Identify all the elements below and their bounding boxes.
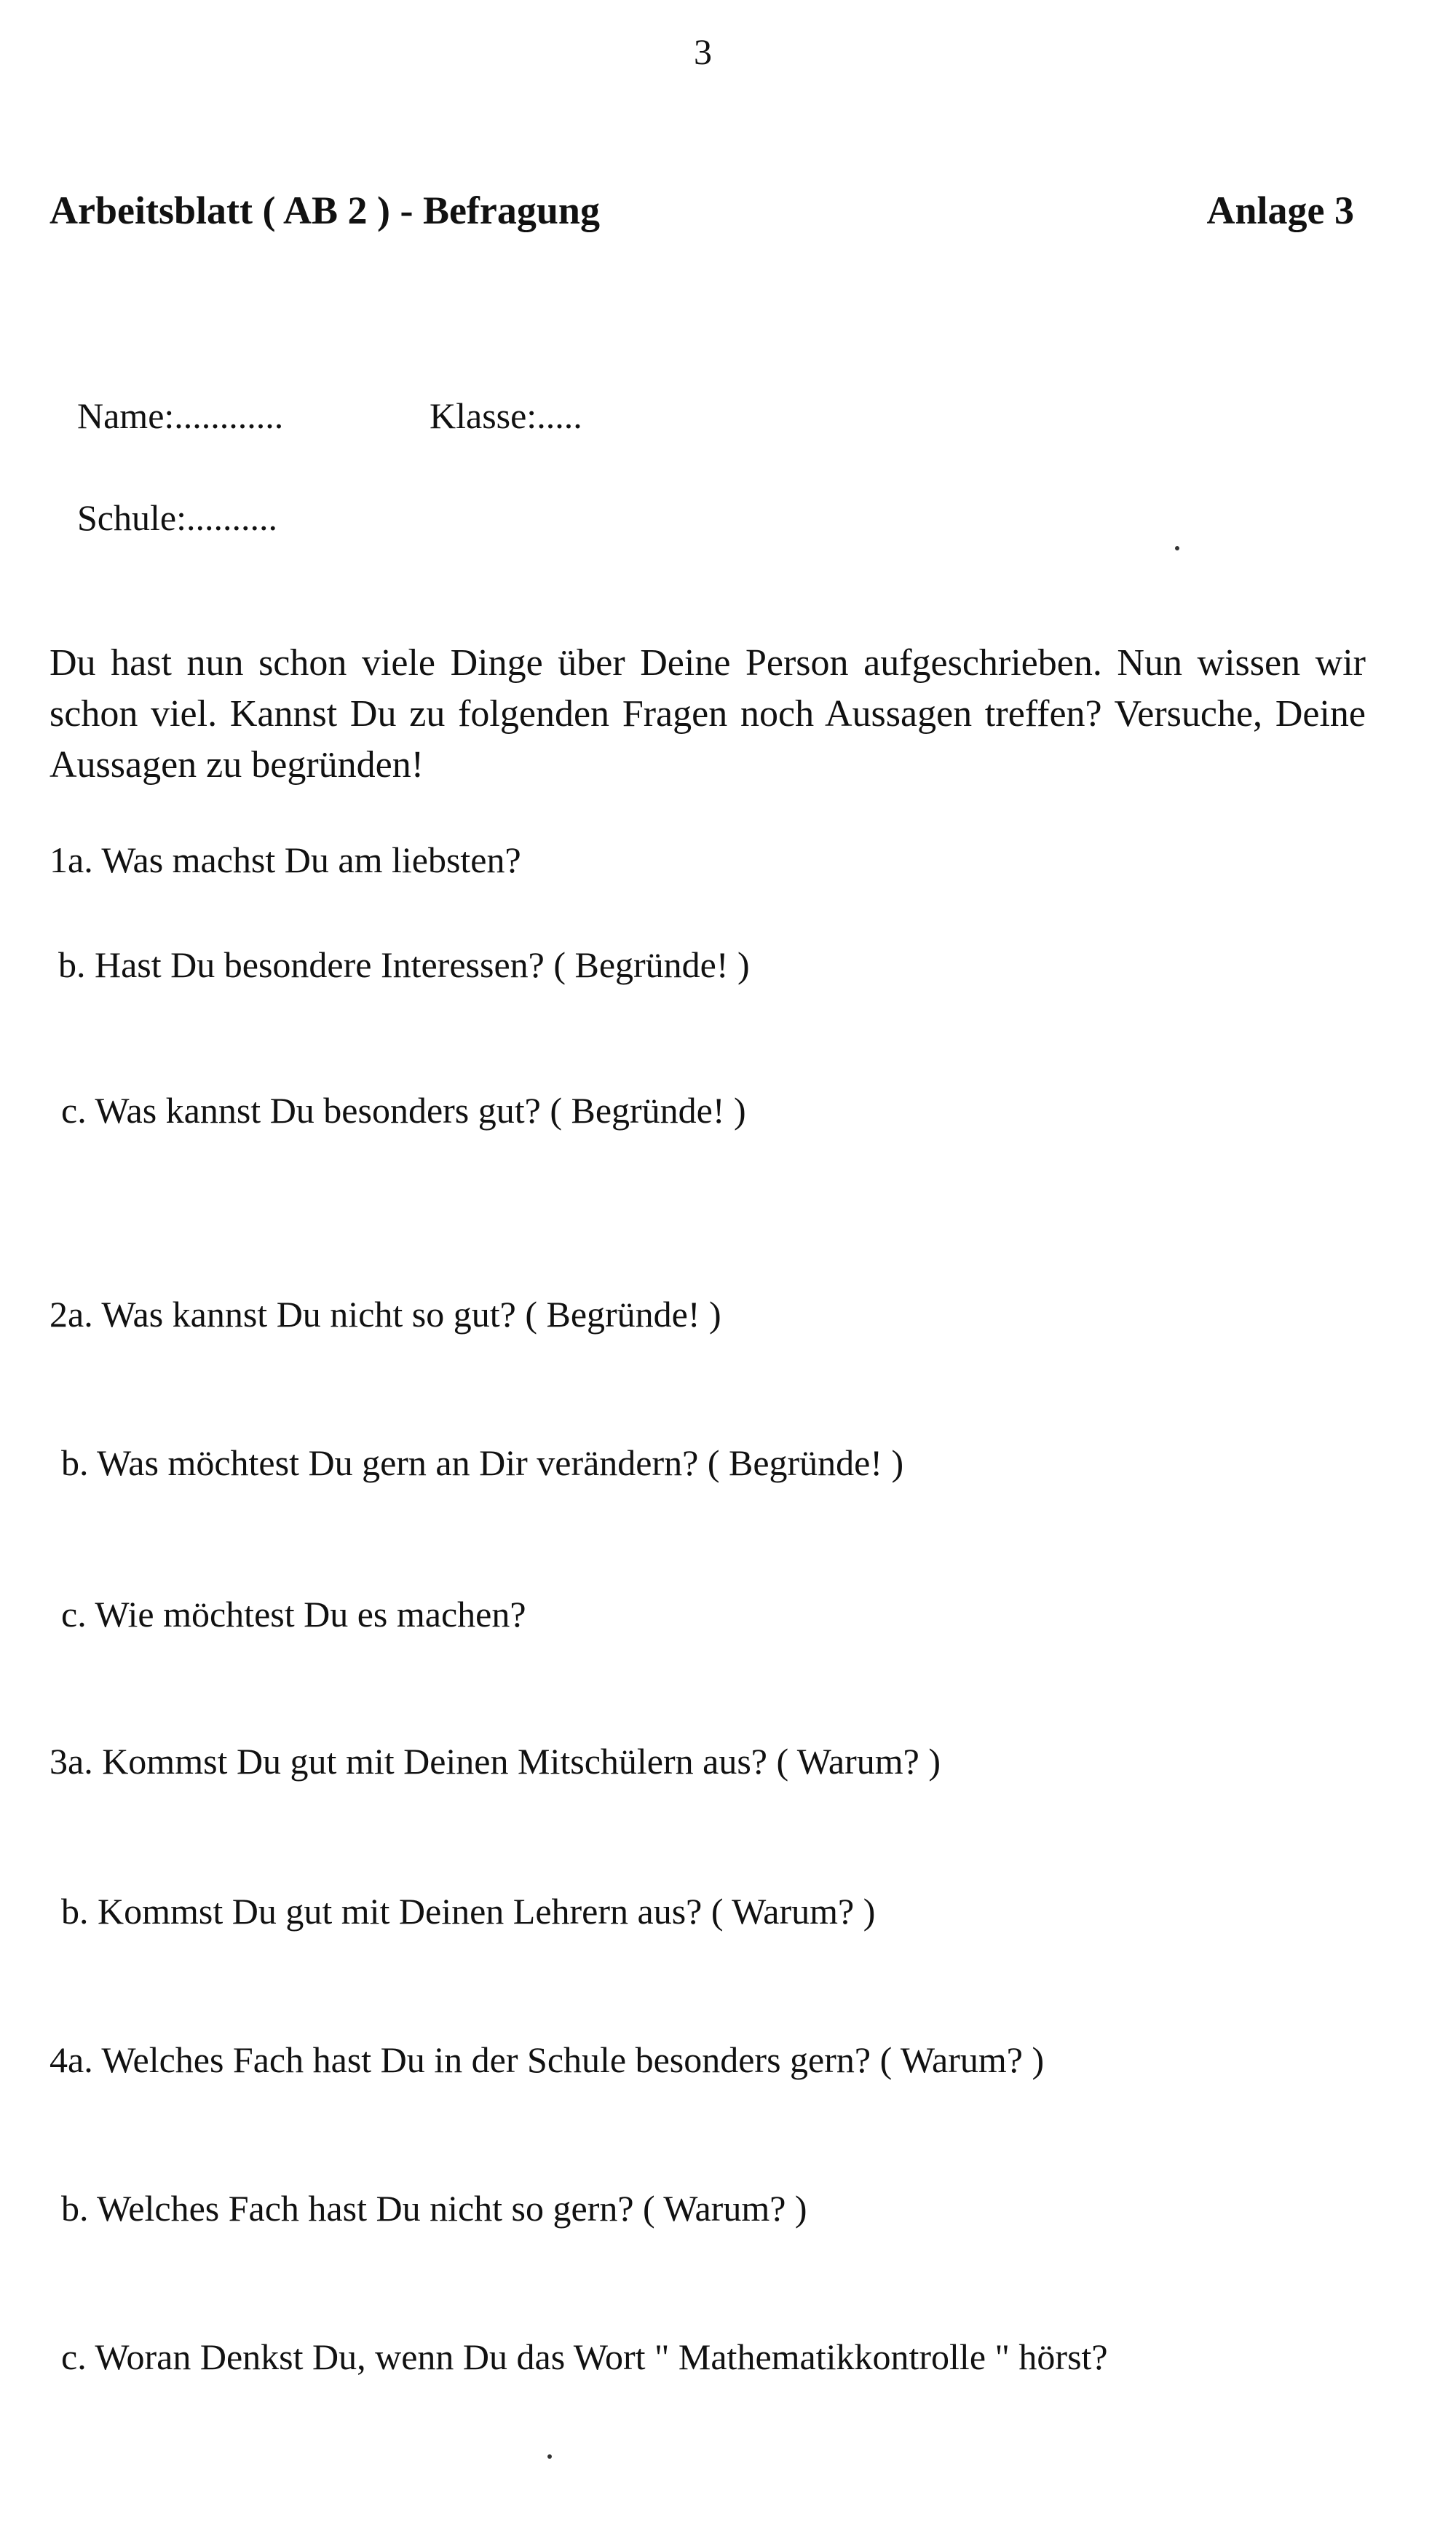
scan-speck bbox=[547, 2454, 552, 2459]
question-4b bbox=[61, 2187, 807, 2229]
question-number: b. bbox=[61, 2188, 89, 2229]
question-text: Wie möchtest Du es machen? bbox=[95, 1594, 526, 1635]
question-number: 4a. bbox=[50, 2039, 93, 2080]
question-text: Was kannst Du besonders gut? ( Begründe! ) bbox=[95, 1090, 746, 1131]
question-4c bbox=[61, 2336, 1108, 2378]
question-4a bbox=[50, 2039, 1044, 2081]
question-text: Was kannst Du nicht so gut? ( Begründe! ) bbox=[101, 1294, 721, 1335]
question-text: Hast Du besondere Interessen? ( Begründe! ) bbox=[95, 944, 750, 985]
question-1a bbox=[50, 839, 521, 881]
scan-speck bbox=[1175, 546, 1179, 550]
intro-paragraph: Du hast nun schon viele Dinge über Deine Person aufgeschrieben. Nun wissen wir schon viel. Kannst Du zu folgenden Fragen noch Aussagen treffen? Versuche, Deine Aussagen zu begründen! bbox=[50, 642, 1366, 786]
question-number: b. bbox=[58, 944, 86, 985]
question-number: b. bbox=[61, 1442, 89, 1483]
question-number: 2a. bbox=[50, 1294, 93, 1335]
question-number: b. bbox=[61, 1891, 89, 1932]
page-number: 3 bbox=[694, 31, 712, 72]
question-text: Kommst Du gut mit Deinen Lehrern aus? ( Warum? ) bbox=[98, 1891, 876, 1932]
question-text: Was machst Du am liebsten? bbox=[101, 839, 521, 880]
question-1b bbox=[58, 944, 750, 986]
question-3a bbox=[50, 1740, 941, 1782]
question-text: Kommst Du gut mit Deinen Mitschülern aus? ( Warum? ) bbox=[102, 1741, 941, 1782]
question-text: Welches Fach hast Du in der Schule besonders gern? ( Warum? ) bbox=[101, 2039, 1045, 2080]
question-number: c. bbox=[61, 1090, 87, 1131]
question-2b bbox=[61, 1442, 903, 1484]
worksheet-title: Arbeitsblatt ( AB 2 ) - Befragung bbox=[50, 189, 600, 232]
question-number: c. bbox=[61, 1594, 87, 1635]
name-field: Name:............ bbox=[77, 395, 284, 436]
question-text: Woran Denkst Du, wenn Du das Wort " Mathematikkontrolle " hörst? bbox=[95, 2336, 1108, 2377]
question-text: Welches Fach hast Du nicht so gern? ( Warum? ) bbox=[97, 2188, 807, 2229]
question-1c bbox=[61, 1089, 746, 1131]
question-2a bbox=[50, 1293, 721, 1335]
attachment-label: Anlage 3 bbox=[1206, 189, 1354, 232]
question-number: 1a. bbox=[50, 839, 93, 880]
school-field: Schule:.......... bbox=[77, 497, 277, 538]
class-field: Klasse:..... bbox=[430, 395, 582, 436]
question-number: 3a. bbox=[50, 1741, 93, 1782]
question-text: Was möchtest Du gern an Dir verändern? ( Begründe! ) bbox=[97, 1442, 904, 1483]
question-2c bbox=[61, 1593, 526, 1635]
question-3b bbox=[61, 1890, 875, 1932]
question-number: c. bbox=[61, 2336, 87, 2377]
